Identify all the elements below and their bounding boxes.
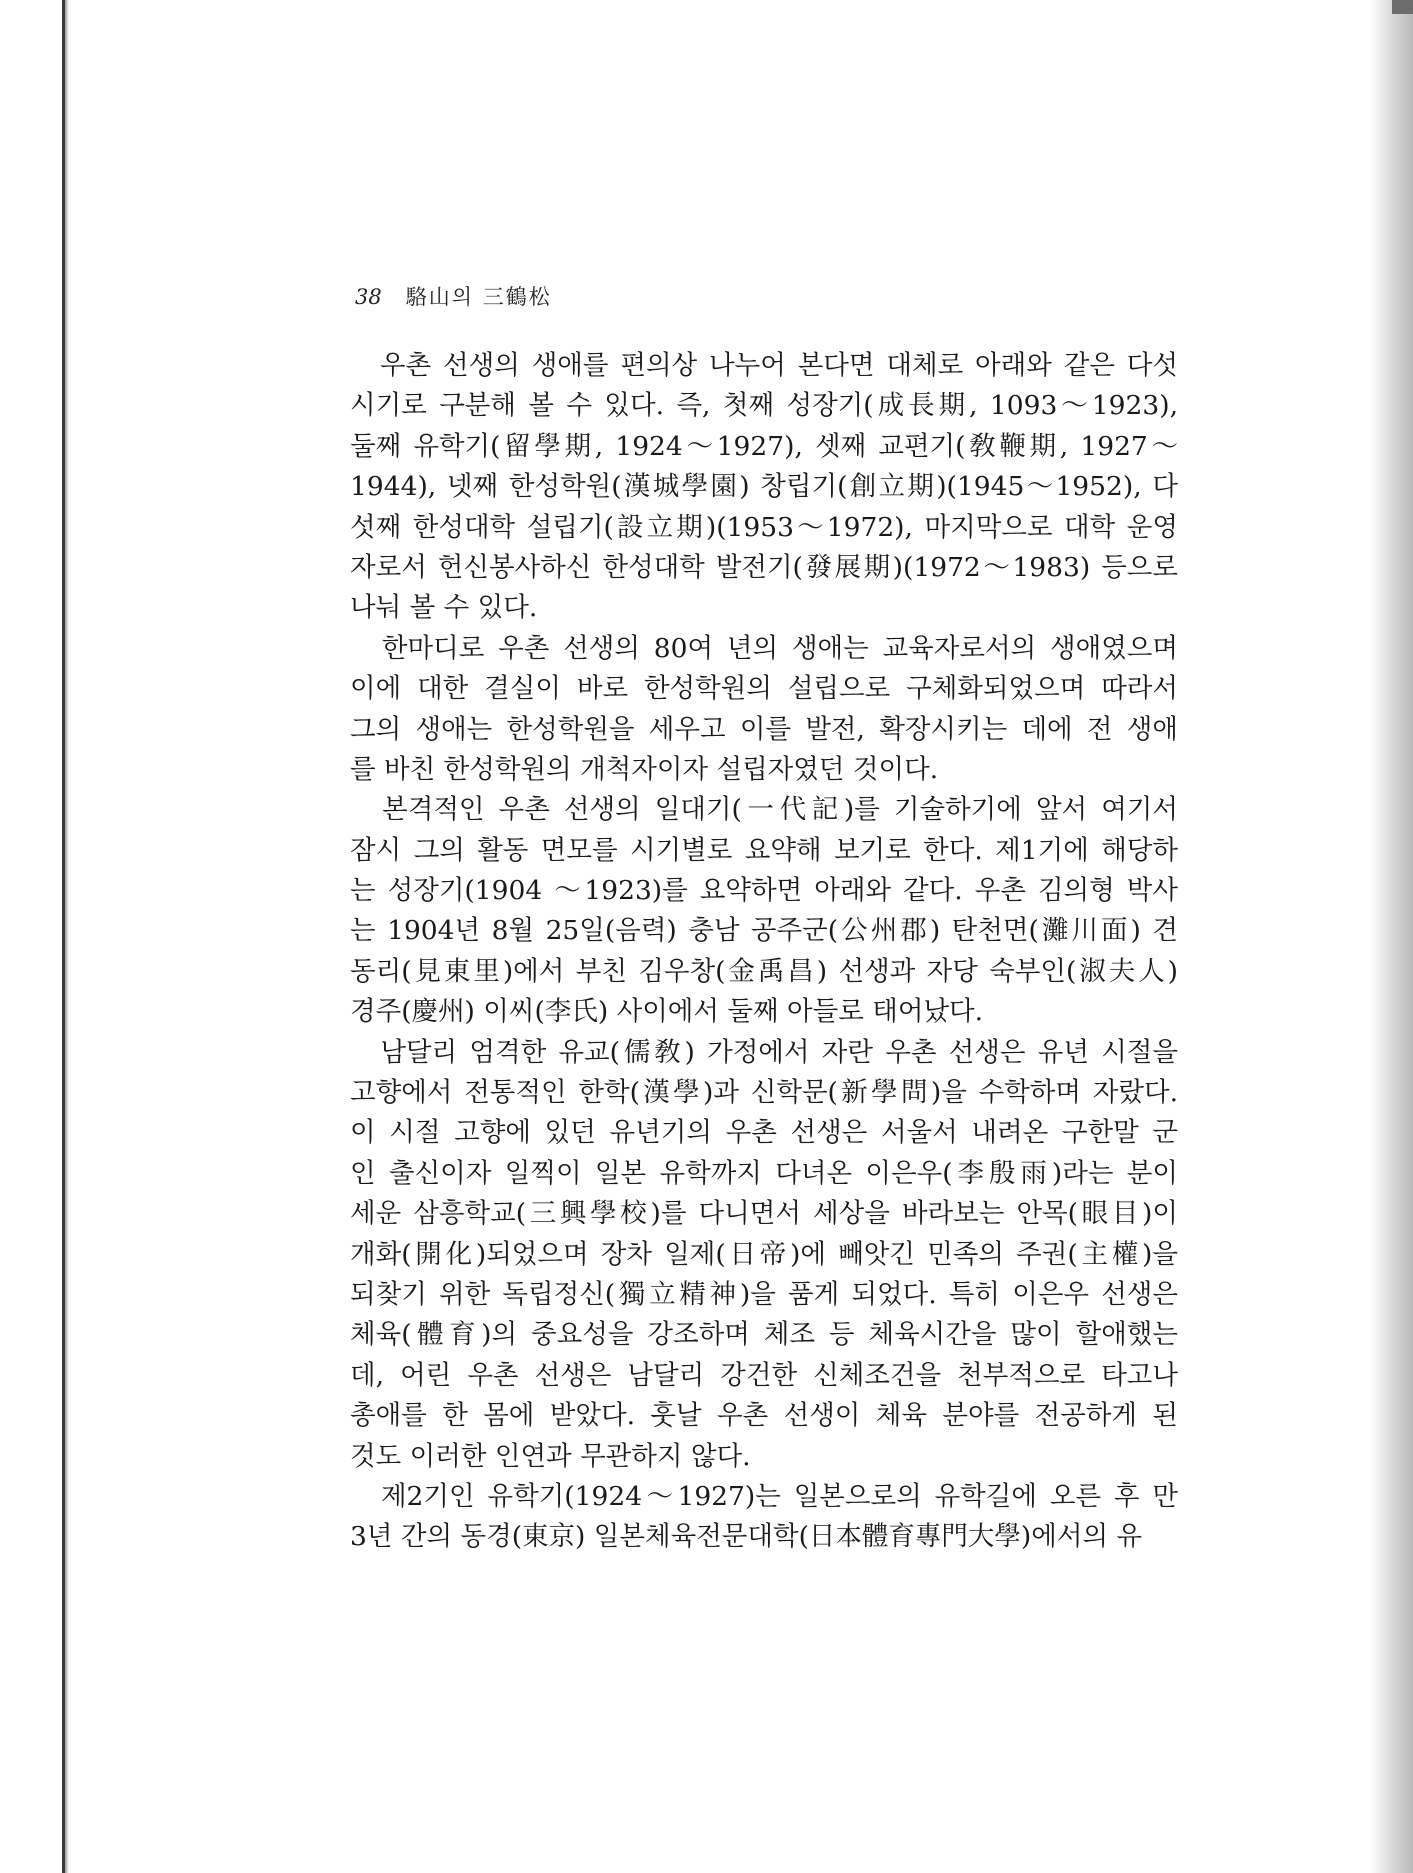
text-line: 둘째 유학기(留學期, 1924～1927), 셋째 교편기(敎鞭期, 1927～ — [350, 430, 1178, 462]
paragraph — [350, 1033, 1178, 1477]
text-line: 총애를 한 몸에 받았다. 훗날 우촌 선생이 체육 분야를 전공하게 된 — [350, 1400, 1178, 1432]
paragraph — [350, 1477, 1178, 1558]
text-line: 시기로 구분해 볼 수 있다. 즉, 첫째 성장기(成長期, 1093～1923), — [350, 390, 1178, 422]
text-line: 1944), 넷째 한성학원(漢城學園) 창립기(創立期)(1945～1952), 다 — [350, 471, 1178, 503]
text-line: 남달리 엄격한 유교(儒敎) 가정에서 자란 우촌 선생은 유년 시절을 — [350, 1036, 1178, 1068]
text-line: 는 성장기(1904 ～1923)를 요약하면 아래와 같다. 우촌 김의형 박사 — [350, 875, 1178, 907]
paragraph — [350, 629, 1178, 791]
text-line: 섯째 한성대학 설립기(設立期)(1953～1972), 마지막으로 대학 운영 — [350, 511, 1178, 543]
text-line: 세운 삼흥학교(三興學校)를 다니면서 세상을 바라보는 안목(眼目)이 — [350, 1198, 1178, 1230]
text-line: 우촌 선생의 생애를 편의상 나누어 본다면 대체로 아래와 같은 다섯 — [350, 350, 1178, 381]
text-line: 본격적인 우촌 선생의 일대기(一代記)를 기술하기에 앞서 여기서 — [350, 794, 1178, 826]
text-line: 이 시절 고향에 있던 유년기의 우촌 선생은 서울서 내려온 구한말 군 — [350, 1117, 1178, 1149]
text-line: 는 1904년 8월 25일(음력) 충남 공주군(公州郡) 탄천면(灘川面) 견 — [350, 915, 1178, 947]
text-line: 인 출신이자 일찍이 일본 유학까지 다녀온 이은우(李殷雨)라는 분이 — [350, 1157, 1178, 1189]
paragraph — [350, 790, 1178, 1032]
text-line: 제2기인 유학기(1924～1927)는 일본으로의 유학길에 오른 후 만 — [350, 1480, 1178, 1512]
text-line: 데, 어린 우촌 선생은 남달리 강건한 신체조건을 천부적으로 타고나 — [350, 1359, 1178, 1391]
text-line: 것도 이러한 인연과 무관하지 않다. — [350, 1440, 751, 1472]
text-line: 동리(見東里)에서 부친 김우창(金禹昌) 선생과 자당 숙부인(淑夫人) — [350, 955, 1178, 987]
text-line: 고향에서 전통적인 한학(漢學)과 신학문(新學問)을 수학하며 자랐다. — [350, 1077, 1178, 1109]
running-title: 駱山의 三鶴松 — [405, 285, 552, 309]
text-line: 자로서 헌신봉사하신 한성대학 발전기(發展期)(1972～1983) 등으로 — [350, 551, 1178, 583]
text-line: 경주(慶州) 이씨(李氏) 사이에서 둘째 아들로 태어났다. — [350, 996, 984, 1028]
text-line: 되찾기 위한 독립정신(獨立精神)을 품게 되었다. 특히 이은우 선생은 — [350, 1278, 1178, 1310]
text-line: 잠시 그의 활동 면모를 시기별로 요약해 보기로 한다. 제1기에 해당하 — [350, 834, 1178, 866]
page-corner-mark — [1392, 0, 1413, 14]
text-line: 를 바친 한성학원의 개척자이자 설립자였던 것이다. — [350, 753, 939, 785]
page-number: 38 — [355, 285, 382, 309]
text-line: 나눠 볼 수 있다. — [350, 592, 538, 624]
page-left-edge-shade — [65, 0, 69, 1873]
text-line: 체육(體育)의 중요성을 강조하며 체조 등 체육시간을 많이 할애했는 — [350, 1319, 1178, 1351]
text-line: 개화(開化)되었으며 장차 일제(日帝)에 빼앗긴 민족의 주권(主權)을 — [350, 1238, 1178, 1270]
text-line: 이에 대한 결실이 바로 한성학원의 설립으로 구체화되었으며 따라서 — [350, 673, 1178, 705]
text-line: 3년 간의 동경(東京) 일본체육전문대학(日本體育專門大學)에서의 유 — [350, 1521, 1143, 1553]
page-header — [355, 281, 552, 321]
body-text — [350, 346, 1178, 1558]
page-right-shadow — [1370, 0, 1413, 1873]
text-line: 그의 생애는 한성학원을 세우고 이를 발전, 확장시키는 데에 전 생애 — [350, 713, 1178, 745]
paragraph — [350, 346, 1178, 629]
text-line: 한마디로 우촌 선생의 80여 년의 생애는 교육자로서의 생애였으며 — [350, 632, 1178, 664]
